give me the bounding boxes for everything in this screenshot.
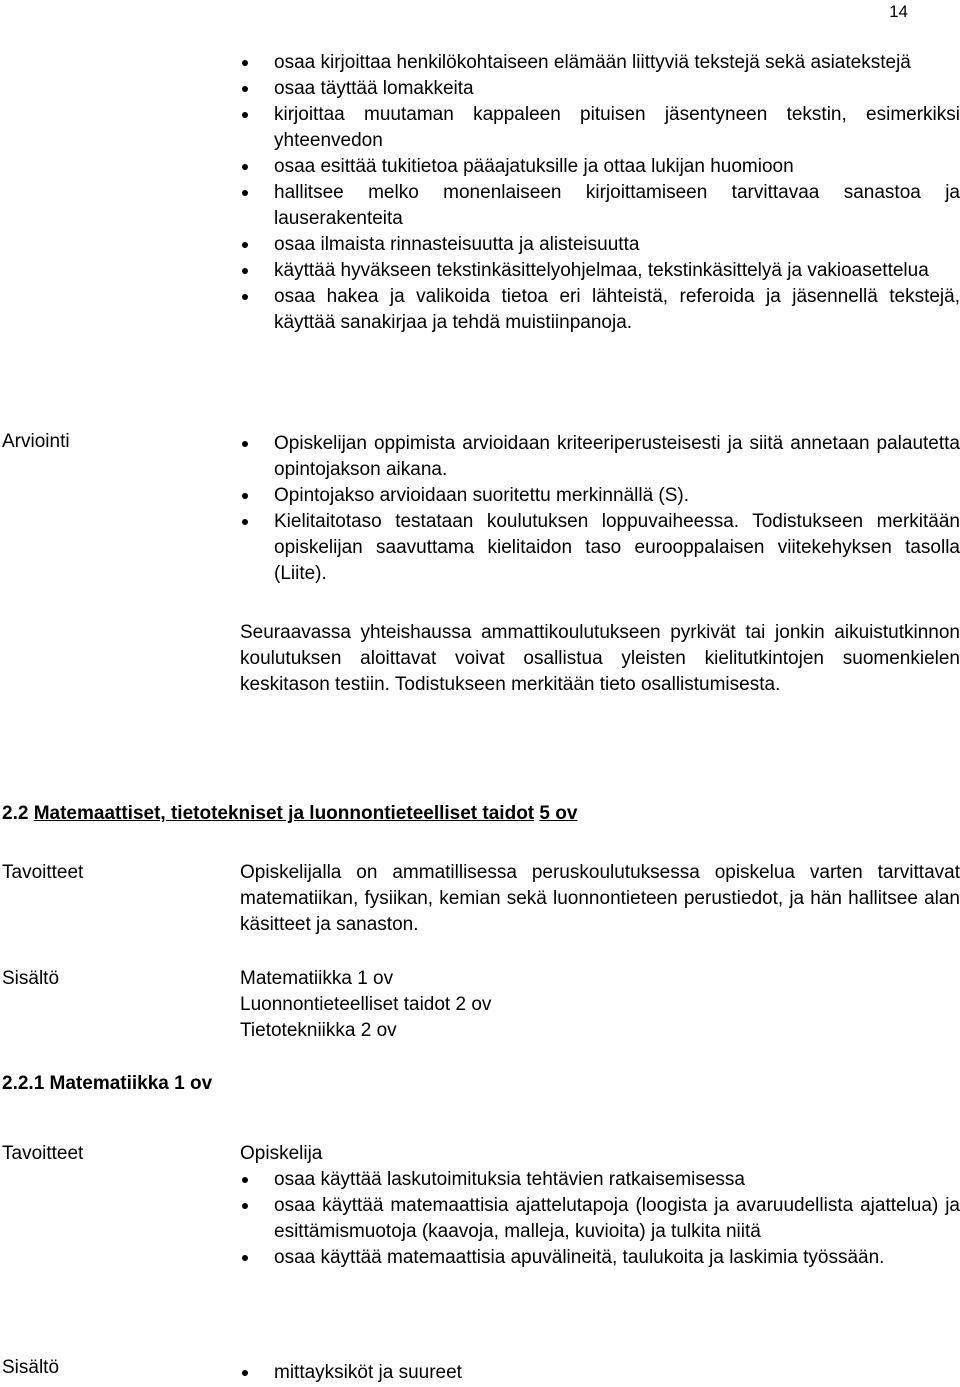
list-item: kirjoittaa muutaman kappaleen pituisen jäsentyneen tekstin, esimerkiksi yhteenvedon	[240, 102, 960, 154]
arviointi-paragraph: Seuraavassa yhteishaussa ammattikoulutukseen pyrkivät tai jonkin aikuistutkinnon koulutuksen aloittavat voivat osallistua yleisten kielitutkintojen suomenkielen keskitason testiin. Todistukseen merkitään tieto osallistumisesta.	[240, 622, 960, 695]
section-number: 2.2	[2, 803, 29, 824]
list-item: osaa kirjoittaa henkilökohtaiseen elämään liittyviä tekstejä sekä asiatekstejä	[240, 50, 960, 76]
arviointi-label: Arviointi	[2, 431, 70, 452]
list-item: Opintojakso arvioidaan suoritettu merkinnällä (S).	[240, 483, 960, 509]
sisalto-lines	[240, 966, 960, 1044]
sisalto-line: Matematiikka 1 ov	[240, 968, 394, 989]
sisalto-line: Tietotekniikka 2 ov	[240, 1020, 397, 1041]
top-bullet-list	[240, 50, 960, 336]
list-item: Opiskelijan oppimista arvioidaan kriteeriperusteisesti ja siitä annetaan palautetta opintojakson aikana.	[240, 431, 960, 483]
list-item: osaa ilmaista rinnasteisuutta ja alisteisuutta	[240, 232, 960, 258]
section-credits: 5 ov	[539, 803, 578, 824]
list-item: osaa käyttää laskutoimituksia tehtävien ratkaisemisessa	[240, 1167, 960, 1193]
tavoitteet-block	[240, 1141, 960, 1271]
list-item: osaa esittää tukitietoa pääajatuksille ja ottaa lukijan huomioon	[240, 154, 960, 180]
list-item: osaa hakea ja valikoida tietoa eri lähteistä, referoida ja jäsennellä tekstejä, käyttää sanakirjaa ja tehdä muistiinpanoja.	[240, 284, 960, 336]
sisalto-line: Luonnontieteelliset taidot 2 ov	[240, 994, 492, 1015]
list-item: osaa käyttää matemaattisia apuvälineitä, taulukoita ja laskimia työssään.	[240, 1245, 960, 1271]
list-item: käyttää hyväkseen tekstinkäsittelyohjelmaa, tekstinkäsittelyä ja vakioasettelua	[240, 258, 960, 284]
list-item: mittayksiköt ja suureet	[240, 1360, 960, 1386]
section-heading-2-2	[2, 801, 577, 827]
tavoitteet-intro: Opiskelija	[240, 1143, 323, 1164]
section-heading-2-2-1: 2.2.1 Matematiikka 1 ov	[2, 1073, 213, 1094]
sisalto-label: Sisältö	[2, 1357, 60, 1378]
tavoitteet-label: Tavoitteet	[2, 1143, 84, 1164]
arviointi-list	[240, 431, 960, 587]
page-number: 14	[889, 2, 908, 21]
list-item: osaa käyttää matemaattisia ajattelutapoja (loogista ja avaruudellista ajattelua) ja esittämismuotoja (kaavoja, malleja, kuvioita) ja tulkita niitä	[240, 1193, 960, 1245]
list-item: Kielitaitotaso testataan koulutuksen loppuvaiheessa. Todistukseen merkitään opiskelijan saavuttama kielitaidon taso eurooppalaisen viitekehyksen tasolla (Liite).	[240, 509, 960, 587]
tavoitteet-text: Opiskelijalla on ammatillisessa peruskoulutuksessa opiskelua varten tarvittavat matematiikan, fysiikan, kemian sekä luonnontieteen perustiedot, ja hän hallitsee alan käsitteet ja sanaston.	[240, 862, 960, 935]
list-item: osaa täyttää lomakkeita	[240, 76, 960, 102]
section-title: Matemaattiset, tietotekniset ja luonnontieteelliset taidot	[33, 803, 535, 824]
sisalto-label: Sisältö	[2, 968, 60, 989]
list-item: hallitsee melko monenlaiseen kirjoittamiseen tarvittavaa sanastoa ja lauserakenteita	[240, 180, 960, 232]
tavoitteet-label: Tavoitteet	[2, 862, 84, 883]
sisalto-list	[240, 1360, 960, 1386]
